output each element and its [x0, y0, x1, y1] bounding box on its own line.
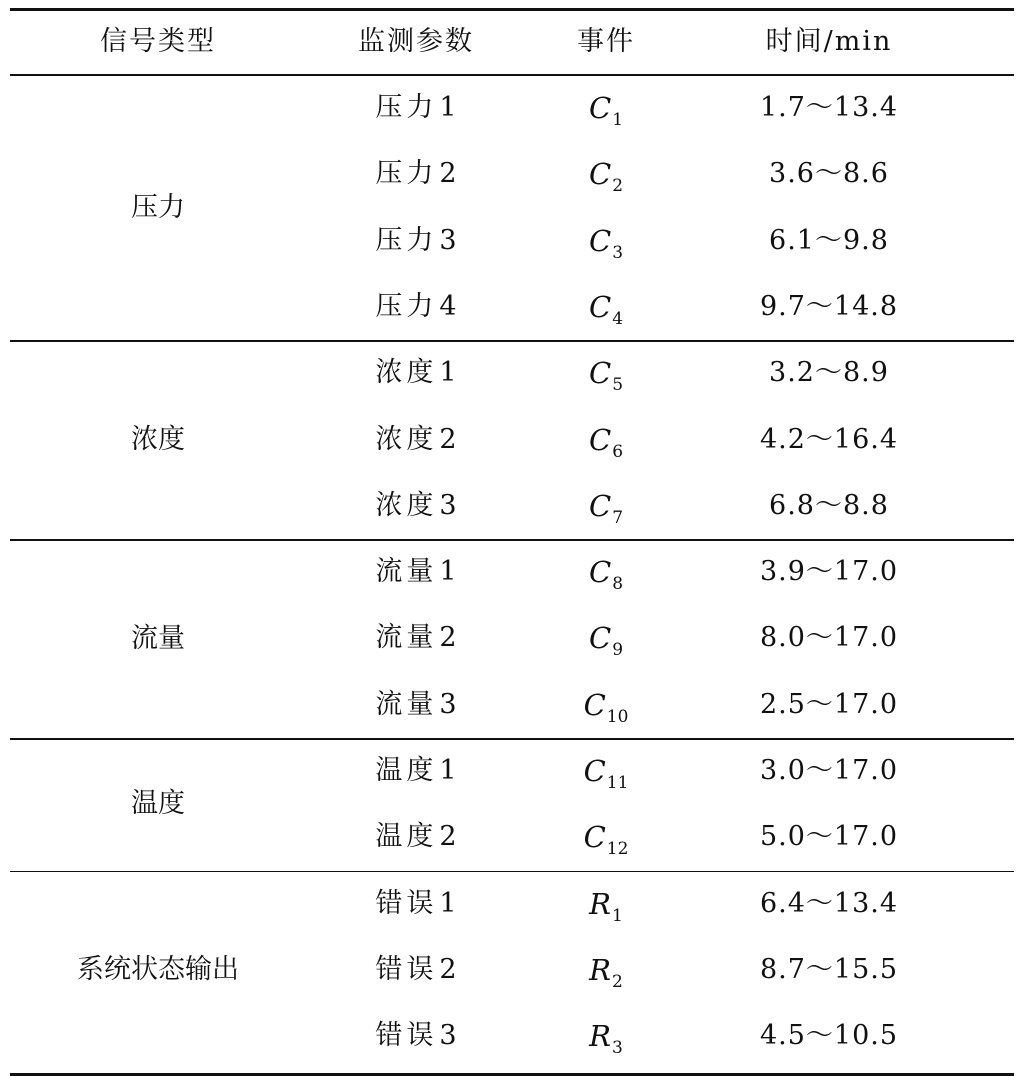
event-subscript: 11 [606, 773, 629, 793]
param-number: 3 [439, 1020, 457, 1052]
event-subscript: 10 [606, 706, 629, 727]
event-cell [526, 208, 686, 274]
event-cell [526, 937, 686, 1003]
header-time: 时间/min [765, 26, 893, 57]
param-label: 错误 [375, 953, 438, 985]
signal-type-cell: 流量 [131, 622, 185, 654]
header-monitor-param: 监测参数 [358, 26, 474, 57]
time-range-cell: 8.7～15.5 [759, 953, 899, 985]
event-subscript: 7 [612, 507, 624, 528]
param-label: 温度 [375, 755, 438, 786]
monitor-param-cell [306, 208, 526, 274]
event-subscript: 1 [612, 905, 623, 926]
event-subscript: 4 [612, 308, 624, 329]
param-number: 2 [439, 423, 457, 455]
param-label: 浓度 [375, 357, 438, 389]
event-cell [526, 738, 686, 804]
monitor-param-cell [306, 539, 526, 605]
param-number: 2 [439, 622, 457, 654]
event-subscript: 3 [612, 1038, 623, 1059]
param-number: 4 [439, 290, 457, 322]
monitor-param-cell [306, 1003, 526, 1069]
event-cell [526, 871, 686, 937]
time-range-cell: 5.0～17.0 [759, 821, 899, 853]
monitor-param-cell [306, 672, 526, 738]
signal-type-cell: 温度 [131, 788, 185, 820]
time-range-cell: 6.8～8.8 [769, 489, 889, 521]
event-subscript: 12 [606, 839, 629, 860]
param-label: 流量 [375, 622, 438, 654]
param-number: 1 [439, 556, 457, 588]
param-label: 温度 [375, 821, 438, 853]
param-number: 2 [439, 821, 457, 853]
param-number: 1 [439, 357, 457, 389]
monitor-param-cell [306, 340, 526, 406]
event-cell [526, 141, 686, 207]
time-range-cell: 4.2～16.4 [759, 423, 899, 455]
param-label: 错误 [375, 887, 438, 919]
signal-type-cell: 系统状态输出 [77, 954, 239, 986]
event-symbol: C [588, 422, 612, 457]
monitor-param-cell [306, 141, 526, 207]
bottom-rule [10, 1073, 1014, 1076]
event-symbol: C [583, 820, 606, 855]
time-range-cell: 6.1～9.8 [769, 224, 889, 256]
monitor-param-cell [306, 738, 526, 804]
event-symbol: C [588, 621, 612, 656]
param-label: 压力 [375, 290, 438, 322]
event-symbol: R [589, 1019, 611, 1054]
monitor-param-cell [306, 937, 526, 1003]
param-label: 压力 [375, 92, 438, 123]
event-symbol: C [583, 754, 606, 788]
event-symbol: C [588, 157, 612, 192]
param-label: 流量 [375, 688, 438, 720]
monitor-param-cell [306, 871, 526, 937]
signal-type-cell: 压力 [131, 191, 185, 223]
param-label: 流量 [375, 556, 438, 588]
monitor-param-cell [306, 75, 526, 141]
time-range-cell: 8.0～17.0 [759, 622, 899, 654]
param-number: 1 [439, 887, 457, 919]
signal-type-cell: 浓度 [131, 423, 185, 455]
param-number: 3 [439, 489, 457, 521]
param-label: 浓度 [375, 423, 438, 455]
event-subscript: 5 [612, 375, 624, 396]
monitor-param-cell [306, 407, 526, 473]
event-cell [526, 672, 686, 738]
event-symbol: C [588, 223, 612, 258]
header-event: 事件 [577, 26, 635, 57]
event-symbol: R [589, 952, 611, 987]
param-number: 2 [439, 158, 457, 190]
event-symbol: C [588, 356, 612, 391]
time-range-cell: 3.0～17.0 [759, 755, 899, 786]
event-cell [526, 340, 686, 406]
param-label: 压力 [375, 224, 438, 256]
event-subscript: 1 [612, 110, 624, 130]
event-cell [526, 539, 686, 605]
time-range-cell: 3.2～8.9 [769, 357, 889, 389]
event-cell [526, 605, 686, 671]
event-subscript: 6 [612, 441, 624, 462]
event-subscript: 2 [612, 971, 623, 992]
param-number: 1 [439, 92, 457, 123]
event-subscript: 2 [612, 176, 624, 197]
event-cell [526, 75, 686, 141]
param-number: 3 [439, 688, 457, 720]
monitor-param-cell [306, 274, 526, 340]
event-symbol: C [588, 488, 612, 523]
monitor-param-cell [306, 804, 526, 870]
data-table [10, 0, 1014, 1072]
event-cell [526, 1003, 686, 1069]
param-label: 错误 [375, 1020, 438, 1052]
param-number: 1 [439, 755, 457, 786]
event-subscript: 8 [612, 574, 624, 595]
monitor-param-cell [306, 605, 526, 671]
time-range-cell: 3.6～8.6 [769, 158, 889, 190]
event-cell [526, 407, 686, 473]
param-label: 压力 [375, 158, 438, 190]
event-subscript: 3 [612, 242, 624, 263]
param-number: 3 [439, 224, 457, 256]
time-range-cell: 9.7～14.8 [759, 290, 899, 322]
event-subscript: 9 [612, 640, 624, 661]
event-symbol: C [588, 289, 612, 324]
time-range-cell: 4.5～10.5 [759, 1020, 899, 1052]
event-cell [526, 274, 686, 340]
time-range-cell: 3.9～17.0 [759, 556, 899, 588]
time-range-cell: 1.7～13.4 [759, 92, 899, 123]
param-label: 浓度 [375, 489, 438, 521]
event-symbol: R [589, 886, 611, 921]
time-range-cell: 6.4～13.4 [759, 887, 899, 919]
monitor-param-cell [306, 473, 526, 539]
header-signal-type: 信号类型 [100, 26, 216, 57]
event-cell [526, 473, 686, 539]
event-symbol: C [588, 555, 612, 590]
time-range-cell: 2.5～17.0 [759, 688, 899, 720]
event-symbol: C [583, 687, 606, 722]
param-number: 2 [439, 953, 457, 985]
event-cell [526, 804, 686, 870]
event-symbol: C [588, 91, 612, 125]
